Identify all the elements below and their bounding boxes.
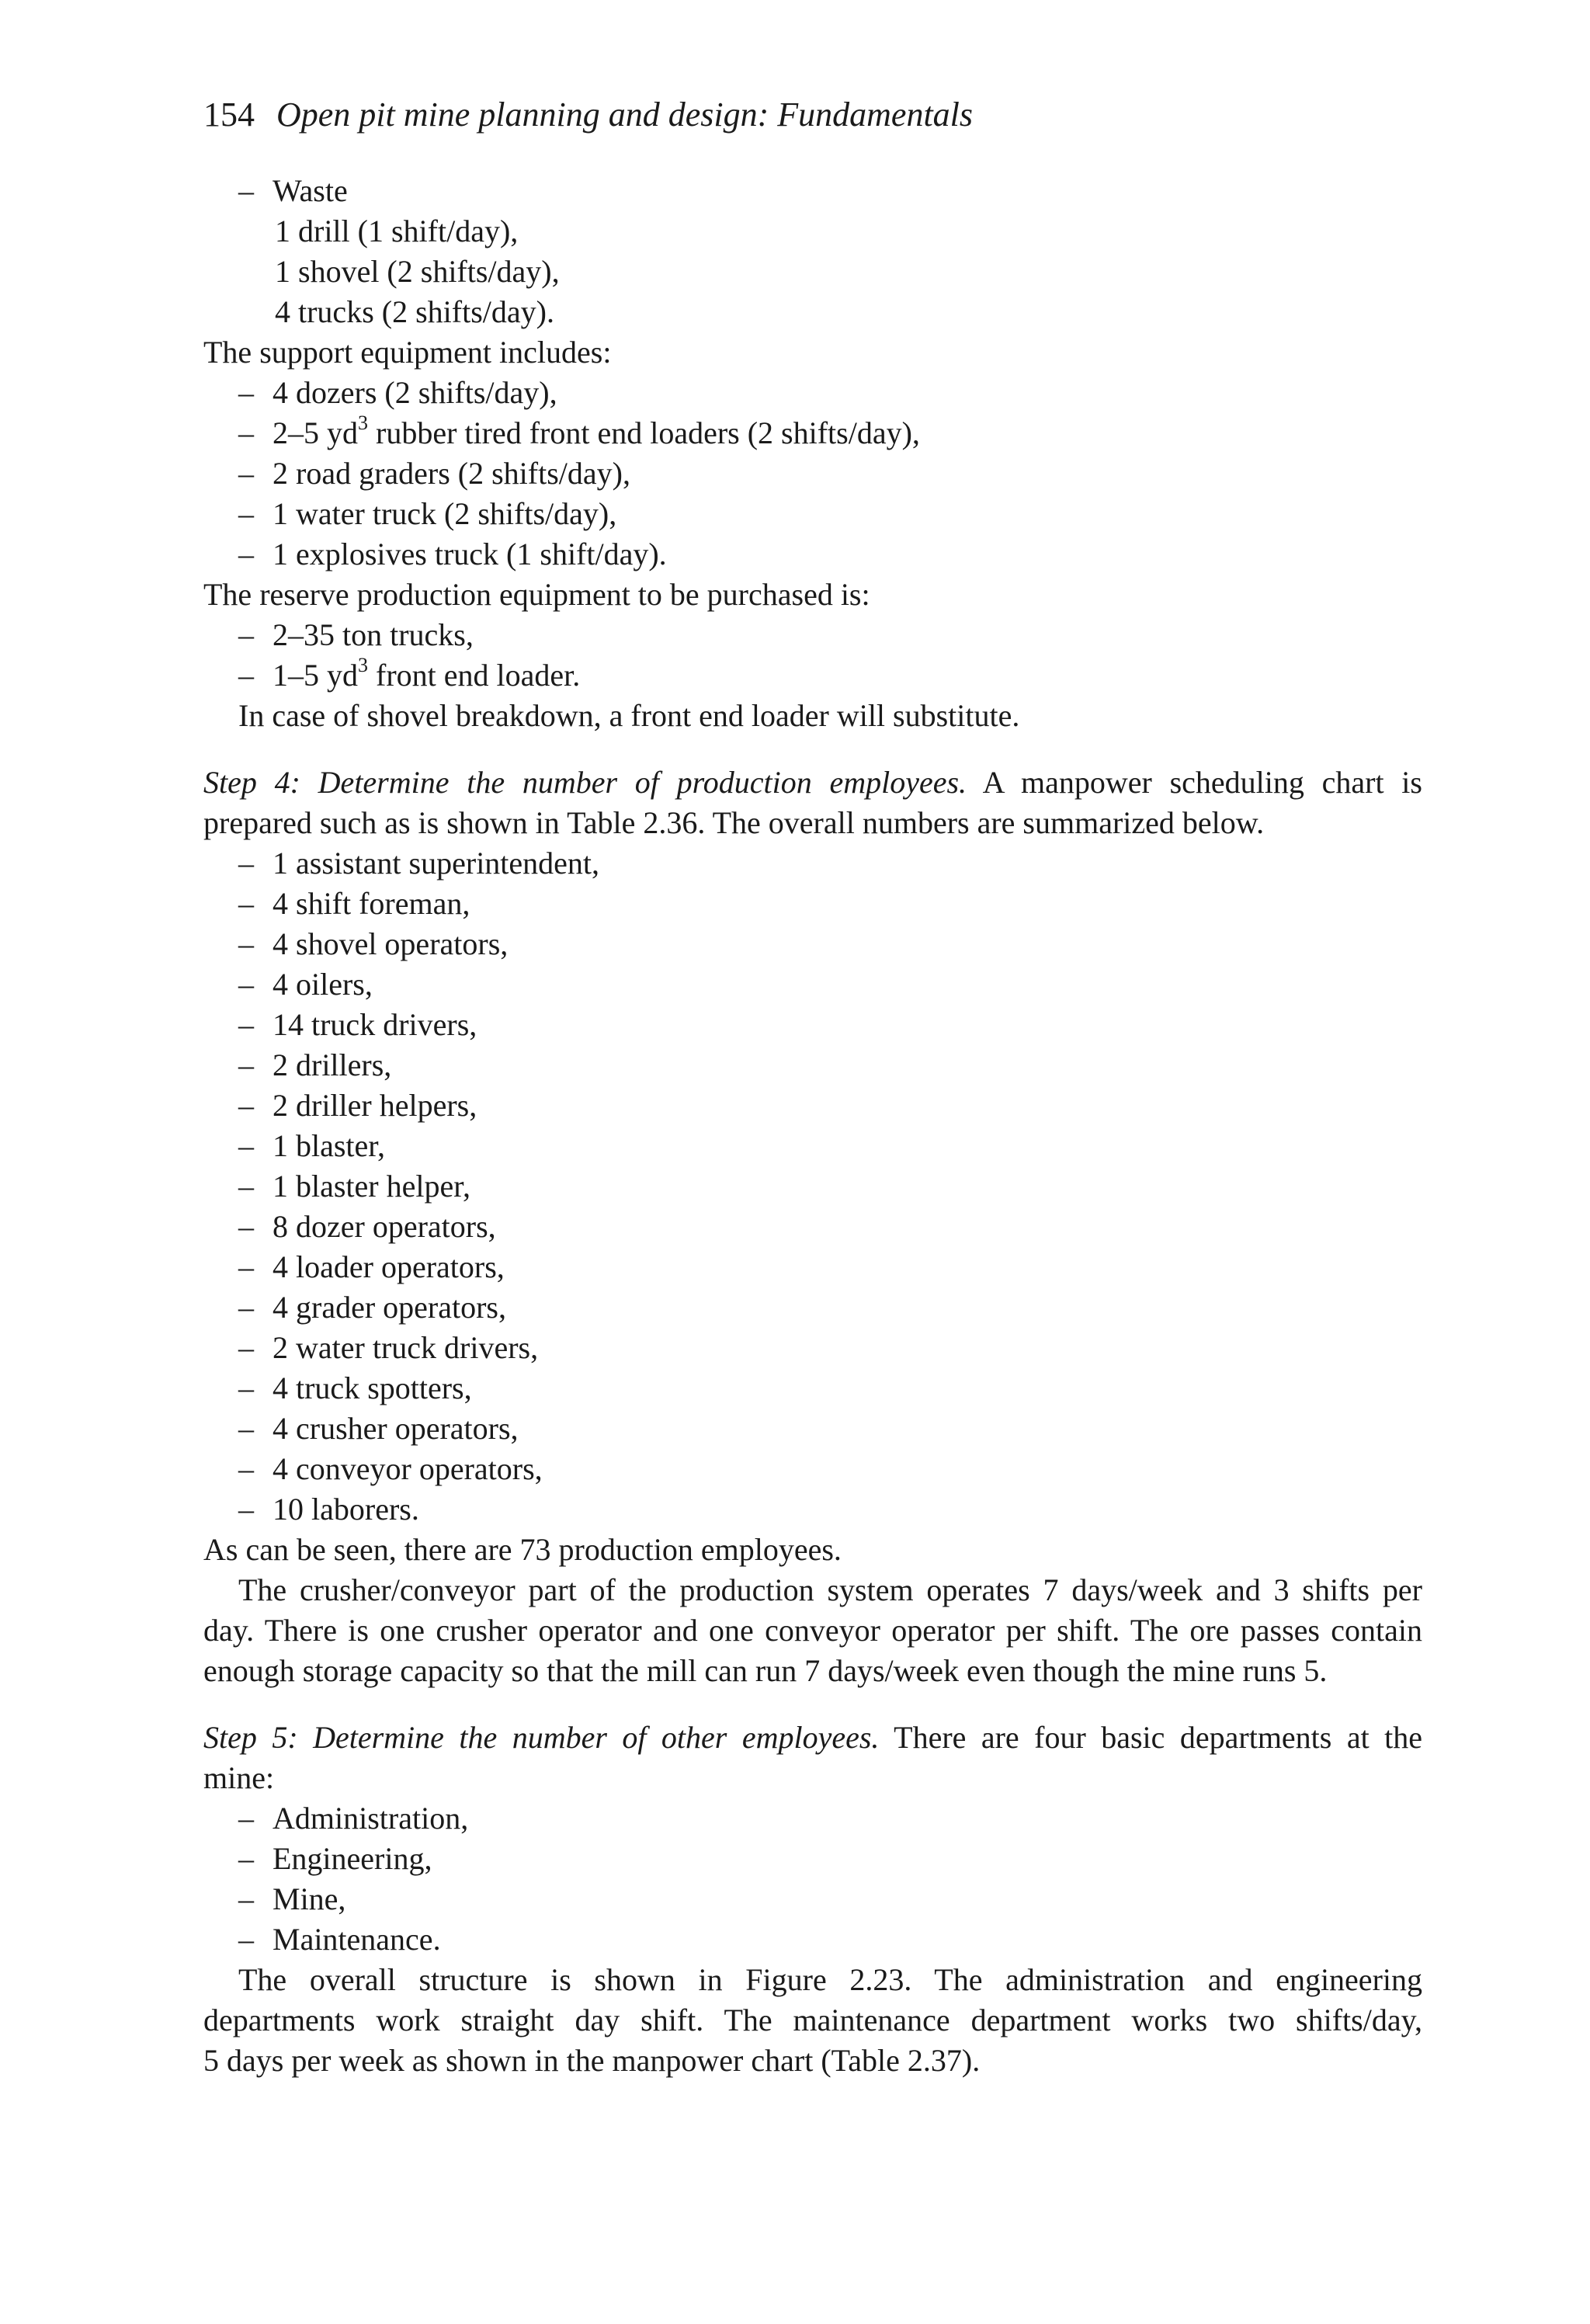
- list-item-text: 1 assistant superintendent,: [273, 846, 600, 881]
- list-item-text: 4 loader operators,: [273, 1249, 505, 1284]
- list-marker: –: [238, 1047, 254, 1082]
- list-marker: –: [238, 1451, 254, 1486]
- list-item-text: 1 explosives truck (1 shift/day).: [273, 537, 667, 571]
- crusher-paragraph-line: enough storage capacity so that the mill can run 7 days/week even though the mine runs 5.: [203, 1653, 1328, 1688]
- step5-paragraph-line: [203, 1718, 1422, 1758]
- list-item-text: 2–5 yd: [273, 415, 358, 450]
- page-body: [203, 171, 1422, 2081]
- list-marker: –: [238, 617, 254, 652]
- list-item: [203, 1919, 1422, 1960]
- list-item: [203, 655, 1422, 696]
- list-marker: –: [238, 1169, 254, 1204]
- superscript: 3: [358, 411, 368, 434]
- waste-item: [203, 171, 1422, 211]
- list-item-text: Administration,: [273, 1801, 469, 1836]
- list-marker: –: [238, 1290, 254, 1325]
- list-marker: –: [238, 1209, 254, 1244]
- list-marker: –: [238, 1922, 254, 1957]
- list-item: [203, 884, 1422, 924]
- list-item: [203, 1368, 1422, 1409]
- list-item: [203, 494, 1422, 534]
- list-item-text: Maintenance.: [273, 1922, 441, 1957]
- waste-subitem: 1 shovel (2 shifts/day),: [275, 254, 560, 289]
- waste-subitem: 4 trucks (2 shifts/day).: [275, 294, 554, 329]
- list-item-text: 4 truck spotters,: [273, 1370, 472, 1405]
- list-item-text: 4 dozers (2 shifts/day),: [273, 375, 557, 410]
- list-item-text: 1 water truck (2 shifts/day),: [273, 496, 617, 531]
- book-title: Open pit mine planning and design: [276, 96, 758, 134]
- list-item-text: 2 road graders (2 shifts/day),: [273, 456, 630, 491]
- step5-heading: Step 5: Determine the number of other employees.: [203, 1720, 880, 1755]
- list-item-text: 8 dozer operators,: [273, 1209, 496, 1244]
- list-item: [203, 1798, 1422, 1839]
- list-marker: –: [238, 846, 254, 881]
- list-marker: –: [238, 1492, 254, 1527]
- list-item: [203, 964, 1422, 1005]
- list-item: [203, 1247, 1422, 1287]
- employee-total: As can be seen, there are 73 production employees.: [203, 1532, 842, 1567]
- list-item-text: 4 oilers,: [273, 967, 373, 1002]
- list-item-text: 4 grader operators,: [273, 1290, 506, 1325]
- running-header: [203, 92, 973, 138]
- list-item: [203, 1449, 1422, 1489]
- list-item-text: 1 blaster helper,: [273, 1169, 470, 1204]
- list-marker: –: [238, 173, 254, 208]
- list-item: [203, 615, 1422, 655]
- list-item: [203, 534, 1422, 575]
- structure-paragraph-line: 5 days per week as shown in the manpower chart (Table 2.37).: [203, 2043, 981, 2078]
- list-marker: –: [238, 496, 254, 531]
- list-marker: –: [238, 1370, 254, 1405]
- list-marker: –: [238, 886, 254, 921]
- list-marker: –: [238, 1801, 254, 1836]
- list-item: [203, 1126, 1422, 1166]
- waste-subitem: 1 drill (1 shift/day),: [275, 214, 519, 248]
- structure-paragraph-line: departments work straight day shift. The maintenance department works two shifts/day,: [203, 2003, 1422, 2037]
- list-item-text: 4 conveyor operators,: [273, 1451, 543, 1486]
- list-item-text: Mine,: [273, 1881, 346, 1916]
- list-item: [203, 413, 1422, 453]
- list-item-text: Engineering,: [273, 1841, 432, 1876]
- list-item-text: 4 shift foreman,: [273, 886, 470, 921]
- list-marker: –: [238, 415, 254, 450]
- reserve-note: In case of shovel breakdown, a front end loader will substitute.: [238, 698, 1020, 733]
- list-marker: –: [238, 1841, 254, 1876]
- step4-paragraph-line: prepared such as is shown in Table 2.36. The overall numbers are summarized below.: [203, 805, 1265, 840]
- list-item-text: 4 shovel operators,: [273, 926, 509, 961]
- list-item-text: front end loader.: [368, 658, 581, 693]
- list-marker: –: [238, 926, 254, 961]
- list-item-text: 4 crusher operators,: [273, 1411, 519, 1446]
- list-item: [203, 1879, 1422, 1919]
- list-marker: –: [238, 1330, 254, 1365]
- list-marker: –: [238, 1249, 254, 1284]
- crusher-paragraph-line: The crusher/conveyor part of the production system operates 7 days/week and 3 shifts per: [238, 1572, 1422, 1607]
- step5-text: There are four basic departments at the: [879, 1720, 1423, 1755]
- list-item: [203, 373, 1422, 413]
- list-marker: –: [238, 456, 254, 491]
- list-item-text: 2–35 ton trucks,: [273, 617, 474, 652]
- list-item: [203, 1045, 1422, 1086]
- list-item: [203, 1086, 1422, 1126]
- list-item-text: 14 truck drivers,: [273, 1007, 477, 1042]
- list-item-text: 10 laborers.: [273, 1492, 419, 1527]
- list-item: [203, 1166, 1422, 1207]
- step4-heading: Step 4: Determine the number of production employees.: [203, 765, 967, 800]
- list-marker: –: [238, 1411, 254, 1446]
- structure-paragraph-line: The overall structure is shown in Figure 2.23. The administration and engineering: [238, 1962, 1422, 1997]
- reserve-intro: The reserve production equipment to be purchased is:: [203, 577, 870, 612]
- waste-label: Waste: [273, 173, 348, 208]
- step4-text: A manpower scheduling chart is: [967, 765, 1422, 800]
- list-item-text: 2 water truck drivers,: [273, 1330, 539, 1365]
- list-item-text: 2 drillers,: [273, 1047, 392, 1082]
- list-item: [203, 924, 1422, 964]
- list-item: [203, 1839, 1422, 1879]
- superscript: 3: [358, 653, 368, 676]
- list-marker: –: [238, 967, 254, 1002]
- list-item: [203, 1489, 1422, 1530]
- list-item-text: 1–5 yd: [273, 658, 358, 693]
- list-item: [203, 453, 1422, 494]
- list-item-text: 2 driller helpers,: [273, 1088, 477, 1123]
- list-marker: –: [238, 1128, 254, 1163]
- list-item: [203, 843, 1422, 884]
- list-item: [203, 1005, 1422, 1045]
- book-subtitle: : Fundamentals: [757, 96, 974, 134]
- list-item: [203, 1328, 1422, 1368]
- list-item: [203, 1287, 1422, 1328]
- step5-paragraph-line: mine:: [203, 1760, 275, 1795]
- list-item: [203, 1409, 1422, 1449]
- list-marker: –: [238, 375, 254, 410]
- list-marker: –: [238, 658, 254, 693]
- list-marker: –: [238, 1881, 254, 1916]
- list-item-text: 1 blaster,: [273, 1128, 386, 1163]
- list-marker: –: [238, 1007, 254, 1042]
- step4-paragraph-line: [203, 763, 1422, 803]
- page-number: 154: [203, 96, 255, 134]
- list-item: [203, 1207, 1422, 1247]
- list-marker: –: [238, 537, 254, 571]
- list-item-text: rubber tired front end loaders (2 shifts/day),: [368, 415, 920, 450]
- crusher-paragraph-line: day. There is one crusher operator and one conveyor operator per shift. The ore passes contain: [203, 1613, 1422, 1648]
- list-marker: –: [238, 1088, 254, 1123]
- support-intro: The support equipment includes:: [203, 335, 612, 370]
